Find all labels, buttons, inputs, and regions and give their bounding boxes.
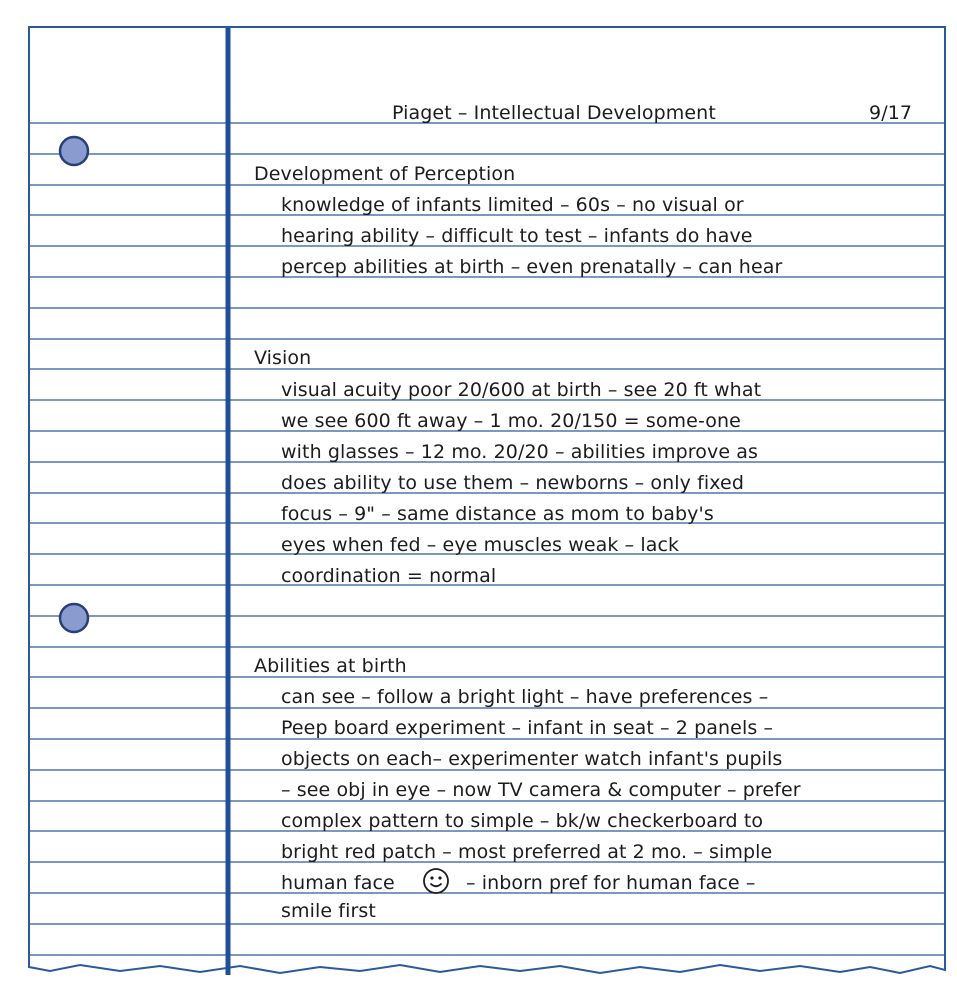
page-title: Piaget – Intellectual Development (392, 102, 716, 124)
note-line: coordination = normal (281, 565, 497, 587)
note-line-suffix: – inborn pref for human face – (466, 872, 756, 894)
section-heading: Vision (254, 347, 312, 369)
note-line: can see – follow a bright light – have preferences – (281, 686, 769, 708)
smiley-face-icon (421, 866, 451, 896)
note-line: human face (281, 872, 395, 894)
note-line: complex pattern to simple – bk/w checkerboard to (281, 810, 764, 832)
binder-hole (60, 137, 88, 165)
note-line: hearing ability – difficult to test – infants do have (281, 225, 753, 247)
note-line: percep abilities at birth – even prenatally – can hear (281, 256, 783, 278)
note-line: with glasses – 12 mo. 20/20 – abilities improve as (281, 441, 759, 463)
section-heading: Abilities at birth (254, 655, 407, 677)
note-line: we see 600 ft away – 1 mo. 20/150 = some-one (281, 410, 741, 432)
note-line: smile first (281, 900, 376, 922)
note-line: – see obj in eye – now TV camera & computer – prefer (281, 779, 801, 801)
note-line: Peep board experiment – infant in seat – 2 panels – (281, 717, 774, 739)
section-heading: Development of Perception (254, 163, 516, 185)
note-line: bright red patch – most preferred at 2 mo. – simple (281, 841, 773, 863)
note-line: visual acuity poor 20/600 at birth – see 20 ft what (281, 379, 762, 401)
note-line: eyes when fed – eye muscles weak – lack (281, 534, 680, 556)
note-line: focus – 9" – same distance as mom to baby's (281, 503, 714, 525)
note-line: knowledge of infants limited – 60s – no visual or (281, 194, 744, 216)
binder-hole (60, 604, 88, 632)
note-line: objects on each– experimenter watch infant's pupils (281, 748, 783, 770)
note-line: does ability to use them – newborns – only fixed (281, 472, 744, 494)
page-date: 9/17 (869, 102, 913, 124)
